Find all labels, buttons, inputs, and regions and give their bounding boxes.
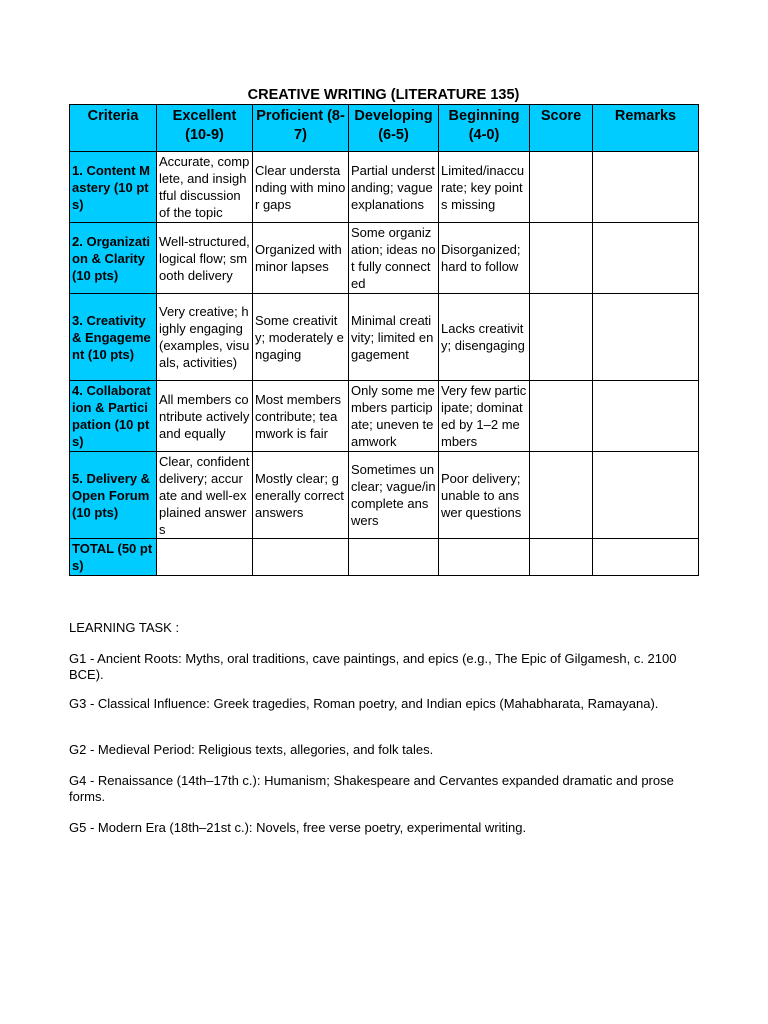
learning-task-item: G3 - Classical Influence: Greek tragedies, Roman poetry, and Indian epics (Mahabharata, Ramayana). [69, 696, 659, 711]
table-row [70, 294, 699, 381]
excellent-cell: Well-structured, logical flow; smooth delivery [157, 223, 253, 294]
learning-task-item: G5 - Modern Era (18th–21st c.): Novels, free verse poetry, experimental writing. [69, 820, 527, 835]
developing-cell: Sometimes unclear; vague/incomplete answers [349, 452, 439, 539]
header-score: Score [530, 105, 593, 152]
header-row [70, 105, 699, 152]
total-row [70, 539, 699, 576]
excellent-cell: All members contribute actively and equally [157, 381, 253, 452]
score-cell[interactable] [530, 381, 593, 452]
excellent-cell [157, 539, 253, 576]
table-row [70, 381, 699, 452]
proficient-cell: Most members contribute; teamwork is fair [253, 381, 349, 452]
criteria-cell: 1. Content Mastery (10 pts) [70, 152, 157, 223]
header-beginning: Beginning (4-0) [439, 105, 530, 152]
beginning-cell: Limited/inaccurate; key points missing [439, 152, 530, 223]
score-cell[interactable] [530, 152, 593, 223]
proficient-cell: Organized with minor lapses [253, 223, 349, 294]
developing-cell: Minimal creativity; limited engagement [349, 294, 439, 381]
remarks-cell[interactable] [593, 539, 699, 576]
table-row [70, 452, 699, 539]
header-proficient: Proficient (8-7) [253, 105, 349, 152]
proficient-cell: Some creativity; moderately engaging [253, 294, 349, 381]
excellent-cell: Clear, confident delivery; accurate and well-explained answers [157, 452, 253, 539]
criteria-cell: 3. Creativity & Engagement (10 pts) [70, 294, 157, 381]
remarks-cell[interactable] [593, 381, 699, 452]
header-developing: Developing (6-5) [349, 105, 439, 152]
criteria-cell: 4. Collaboration & Participation (10 pts) [70, 381, 157, 452]
remarks-cell[interactable] [593, 152, 699, 223]
score-cell[interactable] [530, 223, 593, 294]
beginning-cell [439, 539, 530, 576]
excellent-cell: Very creative; highly engaging (examples, visuals, activities) [157, 294, 253, 381]
table-row [70, 223, 699, 294]
beginning-cell: Poor delivery; unable to answer questions [439, 452, 530, 539]
total-label-cell: TOTAL (50 pts) [70, 539, 157, 576]
learning-task-item: G2 - Medieval Period: Religious texts, allegories, and folk tales. [69, 742, 434, 757]
document-title: CREATIVE WRITING (LITERATURE 135) [247, 87, 520, 103]
criteria-cell: 2. Organization & Clarity (10 pts) [70, 223, 157, 294]
beginning-cell: Disorganized; hard to follow [439, 223, 530, 294]
rubric-table [69, 104, 699, 576]
remarks-cell[interactable] [593, 294, 699, 381]
learning-task-heading: LEARNING TASK : [69, 620, 180, 635]
developing-cell: Some organization; ideas not fully connected [349, 223, 439, 294]
beginning-cell: Lacks creativity; disengaging [439, 294, 530, 381]
score-cell[interactable] [530, 539, 593, 576]
score-cell[interactable] [530, 294, 593, 381]
proficient-cell [253, 539, 349, 576]
learning-task-item: G1 - Ancient Roots: Myths, oral traditions, cave paintings, and epics (e.g., The Epic of Gilgamesh, c. 2100 BCE). [69, 651, 677, 682]
learning-task-item: G4 - Renaissance (14th–17th c.): Humanism; Shakespeare and Cervantes expanded dramatic and prose forms. [69, 773, 674, 804]
header-remarks: Remarks [593, 105, 699, 152]
header-excellent: Excellent (10-9) [157, 105, 253, 152]
remarks-cell[interactable] [593, 452, 699, 539]
proficient-cell: Mostly clear; generally correct answers [253, 452, 349, 539]
developing-cell [349, 539, 439, 576]
beginning-cell: Very few participate; dominated by 1–2 members [439, 381, 530, 452]
remarks-cell[interactable] [593, 223, 699, 294]
score-cell[interactable] [530, 452, 593, 539]
table-row [70, 152, 699, 223]
developing-cell: Partial understanding; vague explanations [349, 152, 439, 223]
header-criteria: Criteria [70, 105, 157, 152]
criteria-cell: 5. Delivery & Open Forum (10 pts) [70, 452, 157, 539]
proficient-cell: Clear understanding with minor gaps [253, 152, 349, 223]
excellent-cell: Accurate, complete, and insightful discussion of the topic [157, 152, 253, 223]
developing-cell: Only some members participate; uneven teamwork [349, 381, 439, 452]
